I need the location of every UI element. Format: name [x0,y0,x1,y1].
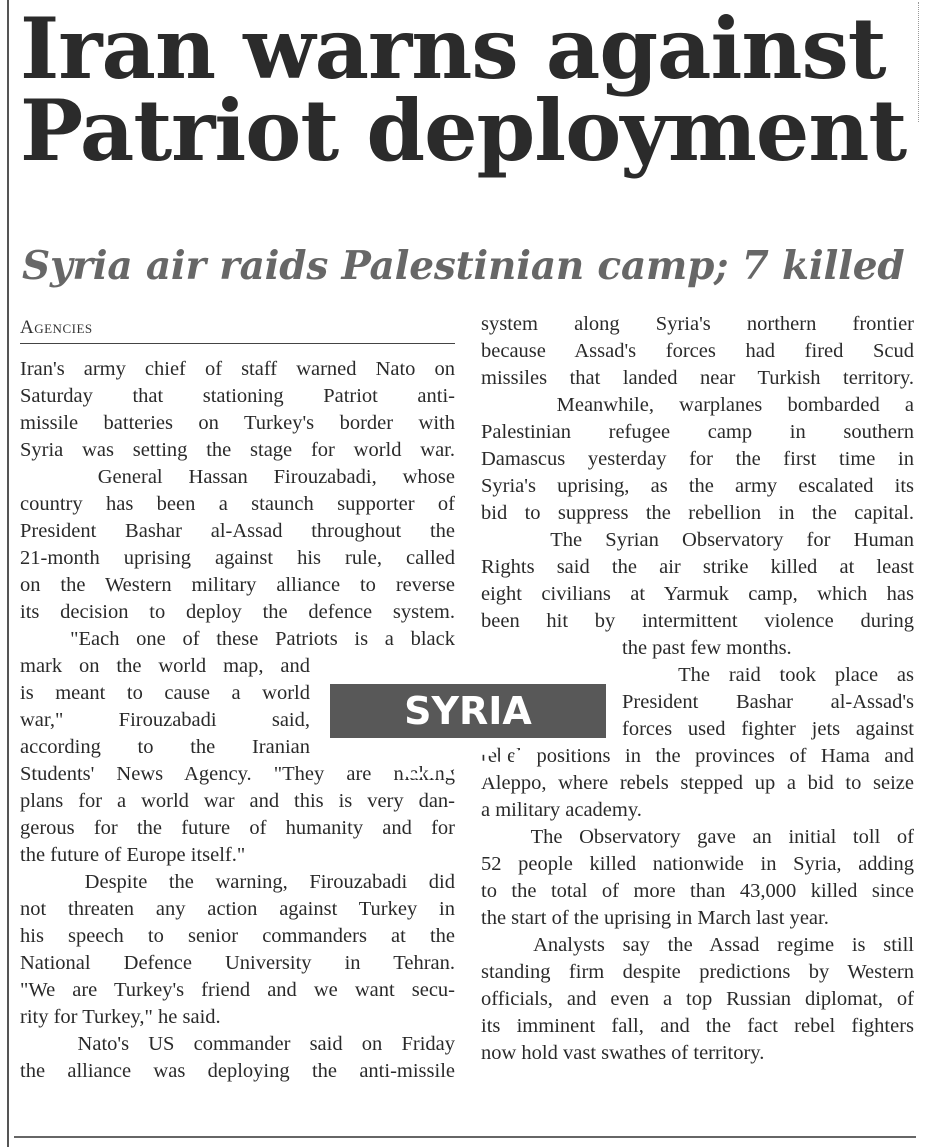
right-line: the start of the uprising in March last year. [481,907,829,929]
left-line: gerous for the future of humanity and for [20,817,455,839]
byline: Agencies [20,317,93,338]
right-line: its imminent fall, and the fact rebel fighters [481,1015,914,1037]
right-line: Palestinian refugee camp in southern [481,421,914,443]
right-line: now hold vast swathes of territory. [481,1042,765,1064]
left-line: country has been a staunch supporter of [20,493,455,515]
right-line: Aleppo, where rebels stepped up a bid to seize [481,772,914,794]
right-line: Rights said the air strike killed at least [481,556,914,578]
left-line: war," Firouzabadi said, [20,709,310,731]
left-line: on the Western military alliance to reverse [20,574,455,596]
left-line: Despite the warning, Firouzabadi did [20,871,455,893]
left-line: the alliance was deploying the anti-missile [20,1060,455,1082]
right-line: to the total of more than 43,000 killed since [481,880,914,902]
right-line: President Bashar al-Assad's [622,691,914,713]
right-line: system along Syria's northern frontier [481,313,914,335]
right-line: Analysts say the Assad regime is still [481,934,914,956]
subheadline: Syria air raids Palestinian camp; 7 killed [22,243,905,289]
right-line: Syria's uprising, as the army escalated its [481,475,914,497]
left-line: its decision to deploy the defence system. [20,601,455,623]
right-line: standing firm despite predictions by Western [481,961,914,983]
right-line: The Observatory gave an initial toll of [481,826,914,848]
right-line: been hit by intermittent violence during [481,610,914,632]
right-line: Meanwhile, warplanes bombarded a [481,394,914,416]
left-line: plans for a world war and this is very dan- [20,790,455,812]
headline-line-2: Patriot deployment [20,81,907,180]
left-line: missile batteries on Turkey's border with [20,412,455,434]
right-line: bid to suppress the rebellion in the capital. [481,502,914,524]
byline-rule [20,343,455,344]
right-line: forces used fighter jets against [622,718,914,740]
right-line: The raid took place as [622,664,914,686]
syria-crisis-badge: SYRIA CRISIS [330,684,606,738]
left-line: 21-month uprising against his rule, called [20,547,455,569]
left-line: Saturday that stationing Patriot anti- [20,385,455,407]
left-line: Nato's US commander said on Friday [20,1033,455,1055]
left-line: National Defence University in Tehran. [20,952,455,974]
left-line: according to the Iranian [20,736,310,758]
left-line: not threaten any action against Turkey in [20,898,455,920]
headline-line-1: Iran warns against [20,0,886,98]
column-rule-left [7,0,9,1147]
left-line: Syria was setting the stage for world war. [20,439,455,461]
right-line: the past few months. [622,637,792,659]
right-line: because Assad's forces had fired Scud [481,340,914,362]
left-line: is meant to cause a world [20,682,310,704]
right-line: missiles that landed near Turkish territory. [481,367,914,389]
left-line: "We are Turkey's friend and we want secu- [20,979,455,1001]
left-line: the future of Europe itself." [20,844,246,866]
right-line: The Syrian Observatory for Human [481,529,914,551]
right-line: rebel positions in the provinces of Hama and [481,745,914,767]
bottom-rule [14,1136,916,1138]
left-line: rity for Turkey," he said. [20,1006,221,1028]
right-line: Damascus yesterday for the first time in [481,448,914,470]
left-line: Students' News Agency. "They are making [20,763,455,785]
right-line: eight civilians at Yarmuk camp, which has [481,583,914,605]
left-line: Iran's army chief of staff warned Nato on [20,358,455,380]
headline [20,0,920,180]
left-line: "Each one of these Patriots is a black [20,628,455,650]
left-line: President Bashar al-Assad throughout the [20,520,455,542]
right-line: 52 people killed nationwide in Syria, adding [481,853,914,875]
left-line: his speech to senior commanders at the [20,925,455,947]
right-line: officials, and even a top Russian diplomat, of [481,988,914,1010]
left-line: General Hassan Firouzabadi, whose [20,466,455,488]
right-line: a military academy. [481,799,642,821]
left-line: mark on the world map, and [20,655,310,677]
